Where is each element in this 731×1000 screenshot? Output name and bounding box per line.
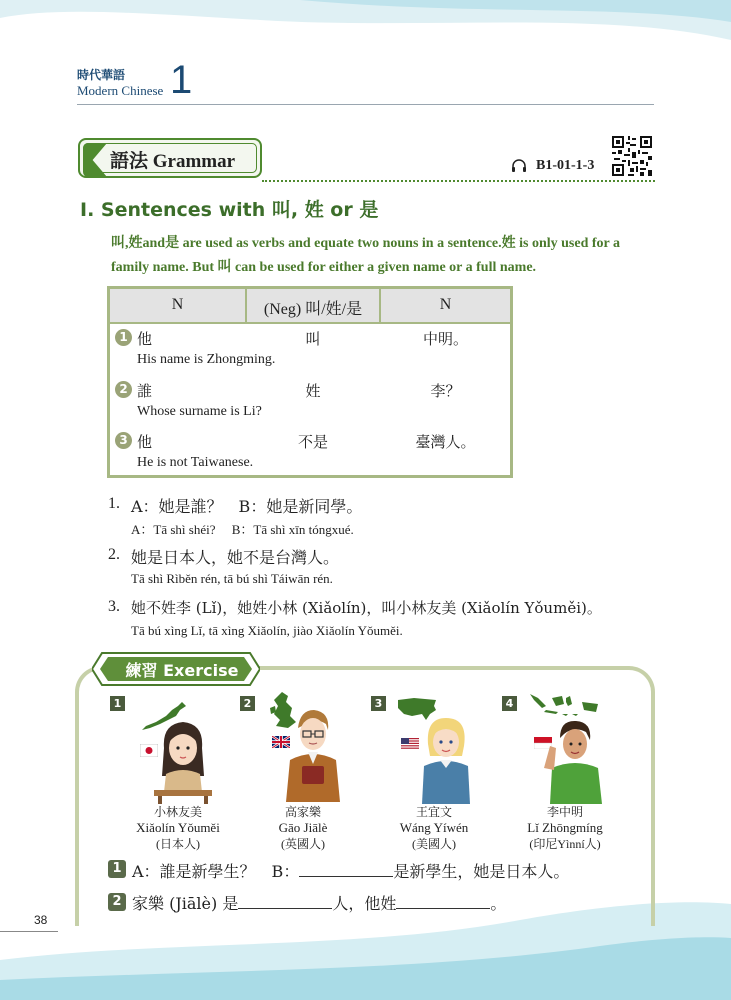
table-row-2-verb: 姓 <box>305 382 321 400</box>
character-3-name-pinyin: Wáng Yíwén <box>399 820 469 835</box>
table-row-3-translation: He is not Taiwanese. <box>137 455 254 470</box>
example-1-pinyin: A：Tā shì shéi? B：Tā shì xīn tóngxué. <box>131 522 354 537</box>
student-3-illustration <box>418 716 474 804</box>
answer-blank[interactable] <box>238 892 332 909</box>
example-3-pinyin: Tā bú xìng Lǐ, tā xìng Xiǎolín, jiào Xiǎolín Yǒuměi. <box>131 623 403 638</box>
series-title-chinese: 時代華語 <box>77 68 126 82</box>
usa-flag-icon <box>401 738 419 750</box>
table-row-3-n1: 他 <box>137 433 153 451</box>
question-1-prompt: A：誰是新學生？ B： <box>132 862 300 881</box>
character-2-name-pinyin: Gāo Jiālè <box>278 820 328 835</box>
table-row-3-n2: 臺灣人。 <box>415 433 476 451</box>
qr-code-icon[interactable] <box>612 136 652 176</box>
example-number: 3. <box>108 598 120 615</box>
answer-blank[interactable] <box>396 892 490 909</box>
character-1-nationality: (日本人) <box>156 837 200 851</box>
row-number-badge: 3 <box>115 432 132 449</box>
page-number-rule <box>0 931 58 932</box>
student-4-illustration <box>540 718 604 804</box>
character-2-name-chinese: 高家樂 <box>284 805 321 819</box>
character-4-nationality: (印尼Yìnní人) <box>529 837 601 851</box>
question-number-badge: 1 <box>108 860 126 878</box>
sentence-pattern-table <box>107 286 513 478</box>
character-1-name-chinese: 小林友美 <box>153 805 202 819</box>
table-row-2-n2: 李？ <box>430 382 461 400</box>
character-3-name-chinese: 王宜文 <box>415 805 452 819</box>
student-2-illustration <box>282 708 344 804</box>
grammar-dotted-rule <box>262 180 655 182</box>
table-row-2-n1: 誰 <box>137 382 153 400</box>
character-2-nationality: (英國人) <box>281 837 325 851</box>
grammar-title: 語法 Grammar <box>110 151 236 172</box>
exercise-title: 練習 Exercise <box>125 661 239 680</box>
character-4-name-chinese: 李中明 <box>546 805 583 819</box>
table-row-2-translation: Whose surname is Li? <box>137 404 262 419</box>
example-number: 1. <box>108 495 120 512</box>
student-1-illustration <box>150 718 216 804</box>
headphones-icon <box>511 159 527 173</box>
example-3-chinese: 她不姓李 (Lǐ)，她姓小林 (Xiǎolín)，叫小林友美 (Xiǎolín Yǒuměi)。 <box>131 599 602 617</box>
table-row-1-translation: His name is Zhongming. <box>137 352 276 367</box>
series-title-english: Modern Chinese <box>77 83 164 98</box>
indonesia-map-icon <box>528 692 600 720</box>
character-4-name-pinyin: Lǐ Zhōngmíng <box>527 820 603 835</box>
audio-track-code: B1-01-1-3 <box>536 158 595 173</box>
section-heading: I. Sentences with 叫, 姓 or 是 <box>80 199 379 221</box>
top-wave-decoration <box>0 0 731 60</box>
table-row-1-verb: 叫 <box>305 330 321 348</box>
character-number-badge: 1 <box>110 696 125 711</box>
header-divider <box>77 104 654 105</box>
example-number: 2. <box>108 546 120 563</box>
question-number-badge: 2 <box>108 893 126 911</box>
table-row-1-n2: 中明。 <box>422 330 468 348</box>
page-number: 38 <box>34 913 48 927</box>
volume-number: 1 <box>170 58 193 102</box>
character-3-nationality: (美國人) <box>412 837 456 851</box>
table-header-n1: N <box>171 296 184 313</box>
character-number-badge: 4 <box>502 696 517 711</box>
example-1-chinese: A：她是誰？ B：她是新同學。 <box>131 497 363 516</box>
table-header <box>110 289 510 324</box>
table-header-verb: (Neg) 叫/姓/是 <box>263 301 363 318</box>
row-number-badge: 1 <box>115 329 132 346</box>
table-row-3-verb: 不是 <box>297 433 328 451</box>
row-number-badge: 2 <box>115 381 132 398</box>
question-2-prompt: 家樂 (Jiālè) 是 <box>132 894 239 913</box>
question-2-end: 。 <box>490 894 507 913</box>
question-1-continuation: 是新學生，她是日本人。 <box>393 862 570 881</box>
question-2 <box>132 891 506 914</box>
table-header-n2: N <box>439 296 452 313</box>
grammar-banner <box>78 138 262 178</box>
grammar-explanation: 叫,姓and是 are used as verbs and equate two nouns in a sentence.姓 is only used for a family name. But 叫 can be used for either a given name or a full name. <box>111 236 620 275</box>
table-row-1-n1: 他 <box>137 330 153 348</box>
example-2-pinyin: Tā shì Rìběn rén, tā bú shì Táiwān rén. <box>131 571 333 586</box>
question-1 <box>132 859 569 882</box>
character-number-badge: 3 <box>371 696 386 711</box>
character-1-name-pinyin: Xiǎolín Yǒuměi <box>136 820 220 835</box>
answer-blank[interactable] <box>299 860 393 877</box>
example-2-chinese: 她是日本人，她不是台灣人。 <box>131 548 340 567</box>
question-2-continuation: 人，他姓 <box>332 894 397 913</box>
character-number-badge: 2 <box>240 696 255 711</box>
